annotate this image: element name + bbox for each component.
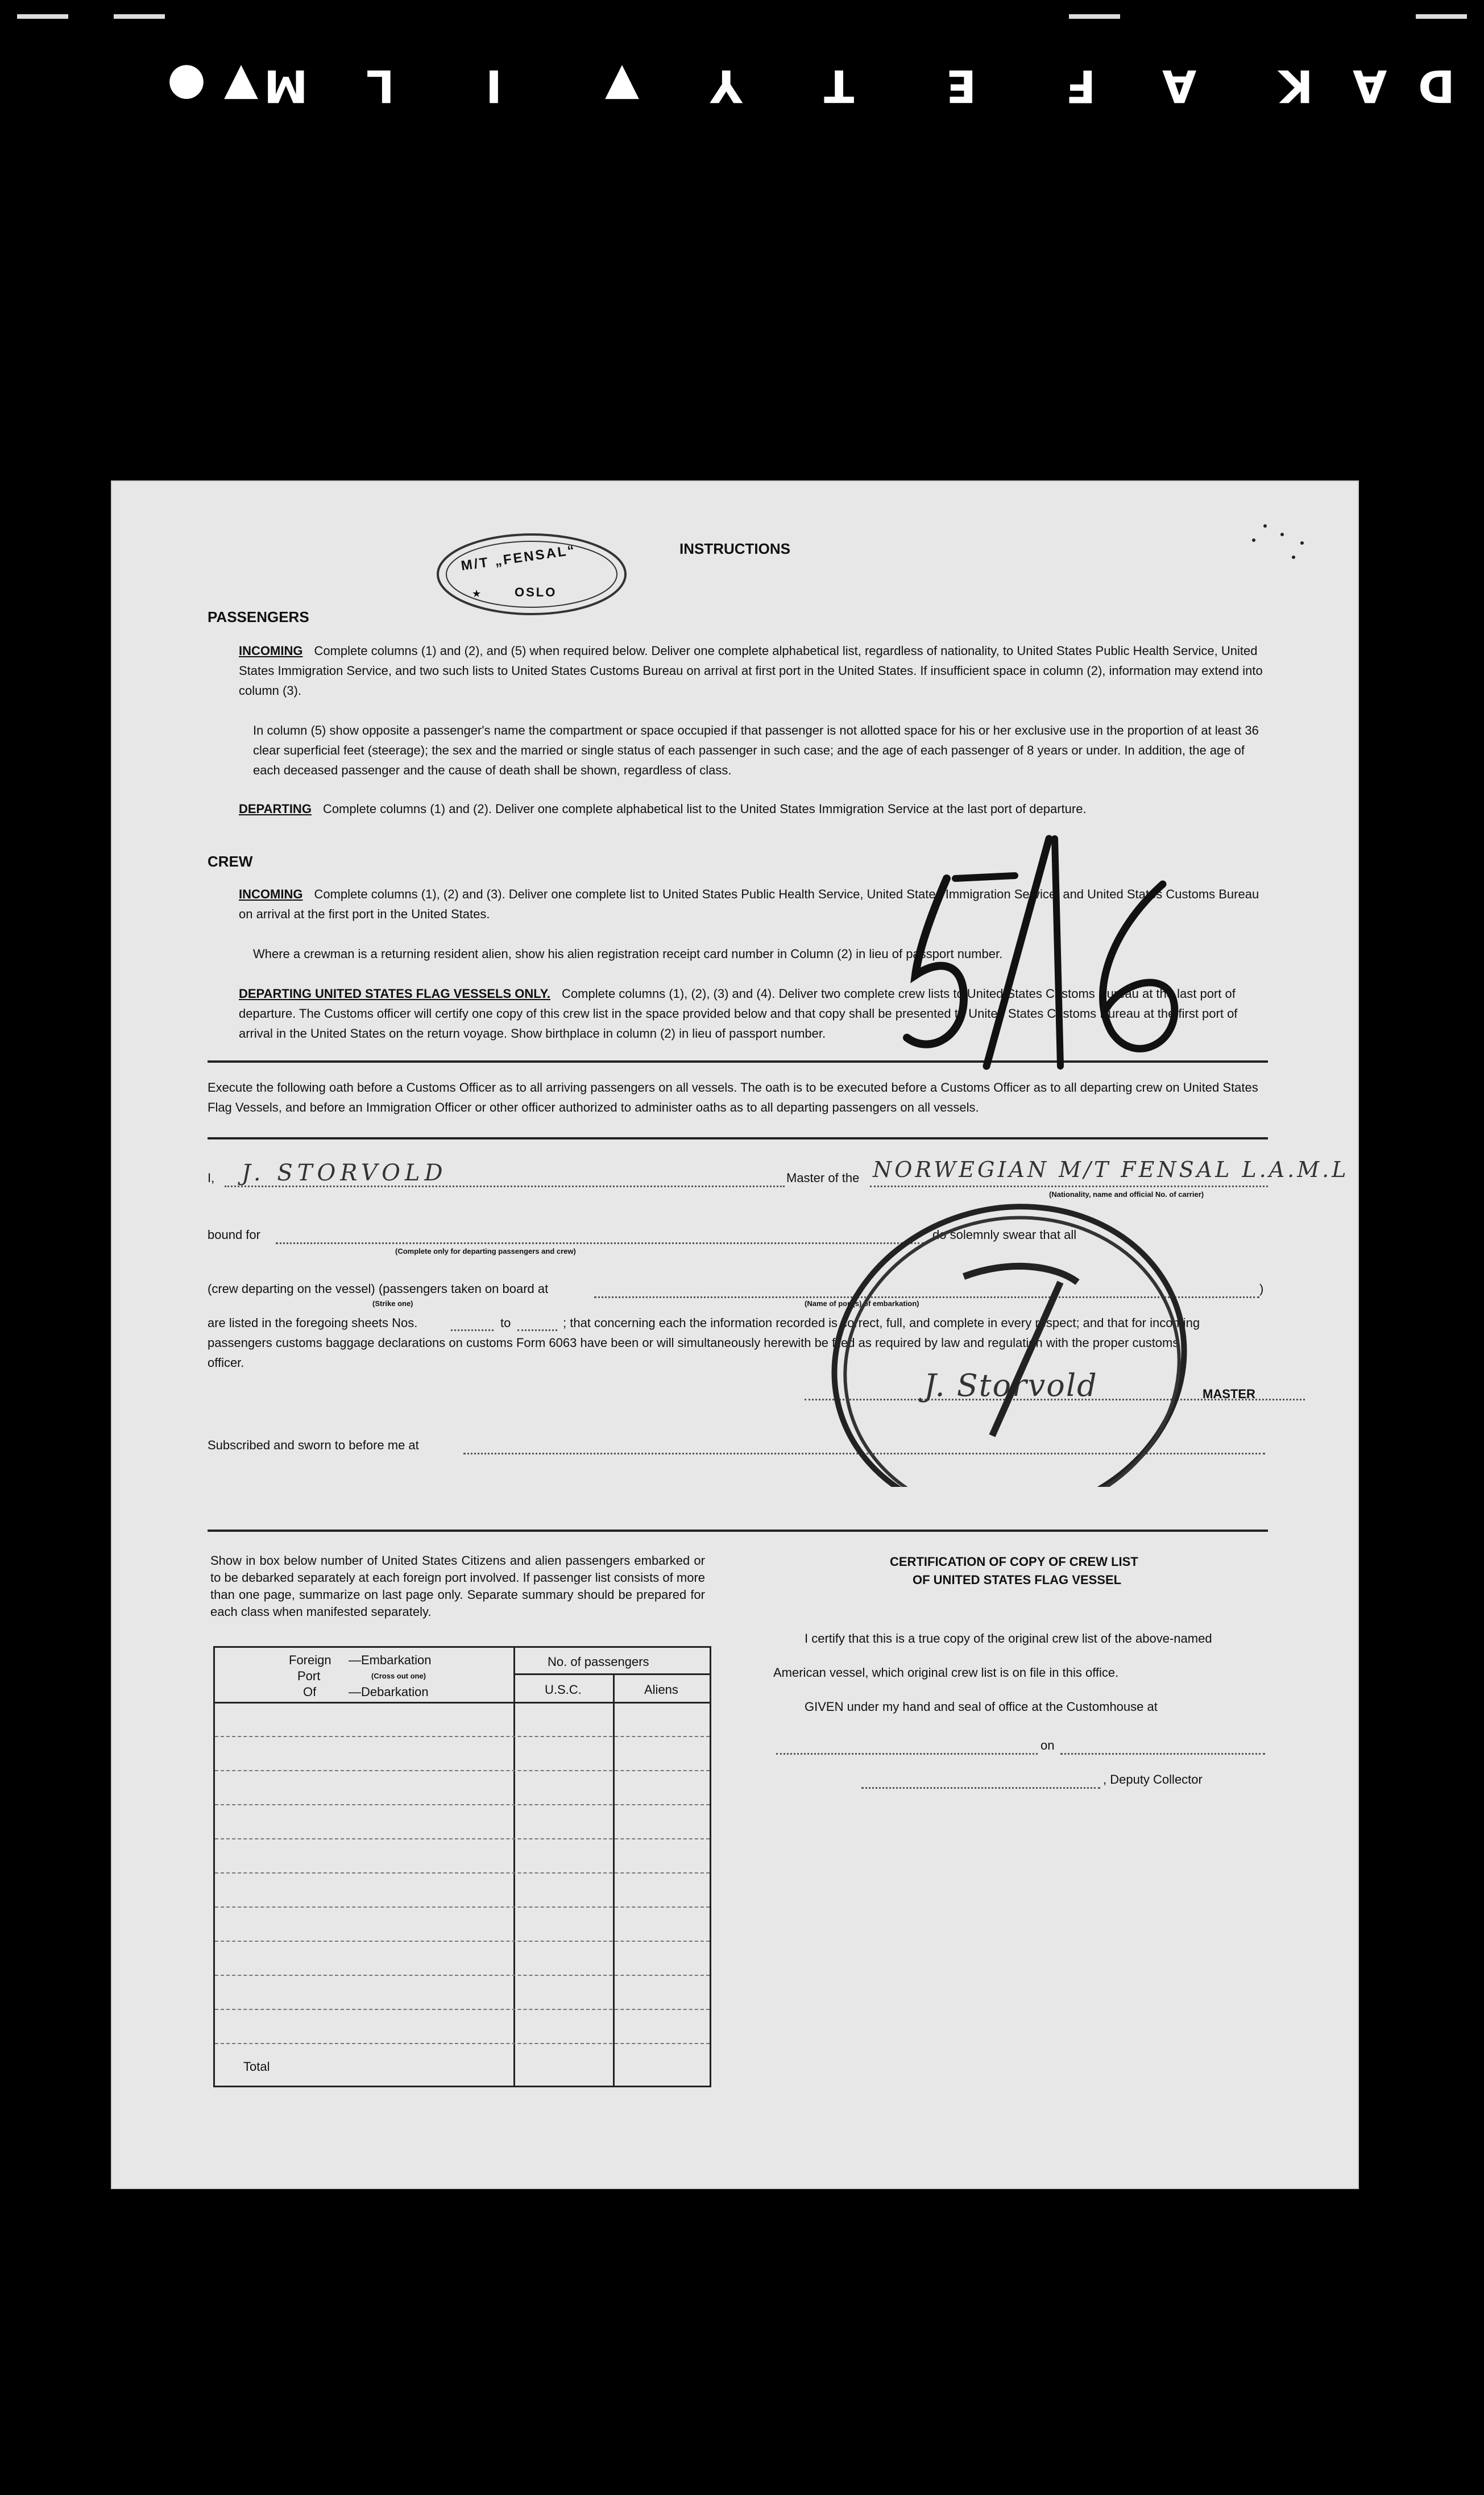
cert-line-1: I certify that this is a true copy of the original crew list of the above-named [805, 1631, 1212, 1646]
film-letter: T [822, 60, 855, 111]
table-row[interactable] [215, 1907, 710, 1908]
cert-on-label: on [1041, 1738, 1055, 1752]
film-letter: I [483, 60, 503, 111]
oath-intro: Execute the following oath before a Customs Officer as to all arriving passengers on all vessels. The oath is to be executed before a Customs Officer as to all departing crew on United States Flag Vessels, and before an Immigration Officer or other officer authorized to administer oaths as to all departing passengers on all vessels. [208, 1080, 1258, 1114]
sheet-to-line[interactable] [517, 1329, 557, 1331]
listed-text-4: officer. [208, 1356, 244, 1370]
subscribed-label: Subscribed and sworn to before me at [208, 1438, 419, 1452]
deputy-collector-label: , Deputy Collector [1103, 1772, 1203, 1787]
cert-line-3: GIVEN under my hand and seal of office at the Customhouse at [805, 1700, 1158, 1714]
incoming-text: Complete columns (1) and (2), and (5) when required below. Deliver one complete alphabetical list, regardless of nationality, to United States Public Health Service, United States Immigration Service, and two such lists to United States Customs Bureau on arrival at first port in the United States. If insufficient space in column (2), information may extend into column (3). [239, 644, 1263, 698]
crew-incoming-text: Complete columns (1), (2) and (3). Deliver one complete list to United States Public Health Service, United States Immigration Service, and United States Customs Bureau on arrival at the first port in the United States. [239, 887, 1259, 921]
master-signature: J. Storvold [924, 1367, 1098, 1403]
film-letter: E [944, 60, 977, 111]
listed-text-2: ; that concerning each the information recorded is correct, full, and complete in every respect; and that for incoming [563, 1316, 1200, 1330]
film-letter: D [1416, 60, 1455, 111]
bound-caption: (Complete only for departing passengers and crew) [395, 1247, 576, 1255]
vessel-stamp [435, 532, 628, 617]
col-aliens: Aliens [644, 1682, 678, 1697]
document-page [111, 480, 1359, 2189]
col-embarkation: —Embarkation [349, 1653, 432, 1667]
customhouse-line[interactable] [776, 1753, 1038, 1755]
stamp-star-icon: ★ [472, 588, 482, 599]
film-letter: F [1063, 60, 1096, 111]
listed-text-1: are listed in the foregoing sheets Nos. [208, 1316, 418, 1330]
stamp-vessel-name: M/T „FENSAL“ [460, 542, 577, 574]
passenger-summary-table [213, 1646, 711, 2087]
close-paren: ) [1259, 1282, 1264, 1296]
stamp-port: OSLO [515, 585, 557, 599]
total-label: Total [243, 2059, 270, 2074]
film-marker-triangle: ▼ [222, 60, 258, 111]
col-cross-out: (Cross out one) [371, 1672, 426, 1680]
film-letter: A [1350, 60, 1387, 111]
col-usc: U.S.C. [545, 1682, 582, 1697]
film-letter: L [364, 60, 395, 111]
crew-incoming-label: INCOMING [239, 887, 303, 901]
sheet-from-line[interactable] [451, 1329, 494, 1331]
instructions-title: INSTRUCTIONS [679, 540, 790, 557]
handwritten-number [918, 776, 919, 795]
table-header-divider [513, 1673, 710, 1675]
film-letter: K [1276, 60, 1313, 111]
table-row[interactable] [215, 1975, 710, 1976]
column5-paragraph: In column (5) show opposite a passenger's name the compartment or space occupied if that passenger is not allotted space for his or her exclusive use in the proportion of at least 36 clear superficial feet (steerage); the sex and the married or single status of each passenger in such case; and the age of each passenger of 8 years or under. In addition, the age of each deceased passenger and the cause of death shall be shown, regardless of class. [253, 723, 1259, 777]
film-marker-triangle: ▼ [603, 60, 639, 111]
film-letter: Y [708, 60, 743, 111]
crew-departing-label: DEPARTING UNITED STATES FLAG VESSELS ONLY. [239, 987, 551, 1001]
listed-to: to [500, 1316, 511, 1330]
cert-title-1: CERTIFICATION OF COPY OF CREW LIST [890, 1555, 1138, 1569]
deputy-collector-line[interactable] [861, 1787, 1100, 1789]
col-no-passengers: No. of passengers [548, 1655, 649, 1669]
incoming-paragraph [239, 641, 1268, 701]
swear-text: do solemnly swear that all [932, 1228, 1077, 1242]
handwritten-markings [793, 770, 1333, 1487]
departing-label: DEPARTING [239, 802, 312, 816]
table-header-bottom [215, 1702, 710, 1704]
film-letter: A [1160, 60, 1197, 111]
film-letter: M [262, 60, 308, 111]
table-col-divider [613, 1673, 615, 2086]
vessel-caption: (Nationality, name and official No. of carrier) [1049, 1190, 1204, 1199]
col-port: Port [297, 1669, 321, 1683]
master-label: MASTER [1203, 1387, 1255, 1401]
table-row[interactable] [215, 1770, 710, 1771]
oath-i-label: I, [208, 1171, 215, 1185]
ink-specks [1248, 509, 1316, 566]
incoming-label: INCOMING [239, 644, 303, 658]
table-col-divider [513, 1648, 515, 2086]
col-foreign: Foreign [289, 1653, 331, 1667]
film-edge [0, 0, 1484, 148]
summary-instructions: Show in box below number of United States Citizens and alien passengers embarked or to be debarked separately at each foreign port involved. If passenger list consists of more than one page, summarize on last page only. Separate summary should be prepared for each class when manifested separately. [210, 1553, 705, 1619]
cert-title-2: OF UNITED STATES FLAG VESSEL [913, 1573, 1122, 1587]
crew-departing-strike: (crew departing on the vessel) (passengers taken on board at [208, 1282, 549, 1296]
col-debarkation: —Debarkation [349, 1685, 429, 1699]
table-row[interactable] [215, 1872, 710, 1874]
crewman-paragraph: Where a crewman is a returning resident alien, show his alien registration receipt card number in Column (2) in lieu of passport number. [253, 947, 1003, 961]
table-row[interactable] [215, 2009, 710, 2010]
crew-departing-text: Complete columns (1), (2), (3) and (4). Deliver two complete crew lists to United States Customs Bureau at the last port of departure. The Customs officer will certify one copy of this crew list in the space provided below and that copy shall be presented to United States Customs Bureau at the first port of arrival in the United States on the return voyage. Show birthplace in column (2) in lieu of passport number. [239, 987, 1238, 1041]
divider [208, 1530, 1268, 1532]
strike-caption: (Strike one) [372, 1299, 413, 1308]
master-name-handwritten: J. STORVOLD [242, 1160, 447, 1186]
bound-for-label: bound for [208, 1228, 260, 1242]
master-of-label: Master of the [786, 1171, 860, 1185]
passengers-heading: PASSENGERS [208, 608, 309, 625]
table-row[interactable] [215, 1941, 710, 1942]
port-caption: (Name of port(s) of embarkation) [805, 1299, 919, 1308]
listed-text-3: passengers customs baggage declarations on customs Form 6063 have been or will simultaneously herewith be filed as required by law and regulation with the proper customs [208, 1336, 1179, 1350]
table-row[interactable] [215, 1736, 710, 1737]
table-row[interactable] [215, 1838, 710, 1839]
film-marker-circle: ● [165, 60, 206, 111]
vessel-handwritten: NORWEGIAN M/T FENSAL L.A.M.L [873, 1157, 1349, 1182]
table-row[interactable] [215, 2043, 710, 2044]
crew-heading: CREW [208, 853, 253, 870]
departing-text: Complete columns (1) and (2). Deliver one complete alphabetical list to the United States Immigration Service at the last port of departure. [322, 802, 1087, 816]
cert-line-2: American vessel, which original crew list is on file in this office. [773, 1665, 1119, 1680]
table-row[interactable] [215, 1804, 710, 1805]
cert-date-line[interactable] [1060, 1753, 1265, 1755]
col-of: Of [303, 1685, 317, 1699]
